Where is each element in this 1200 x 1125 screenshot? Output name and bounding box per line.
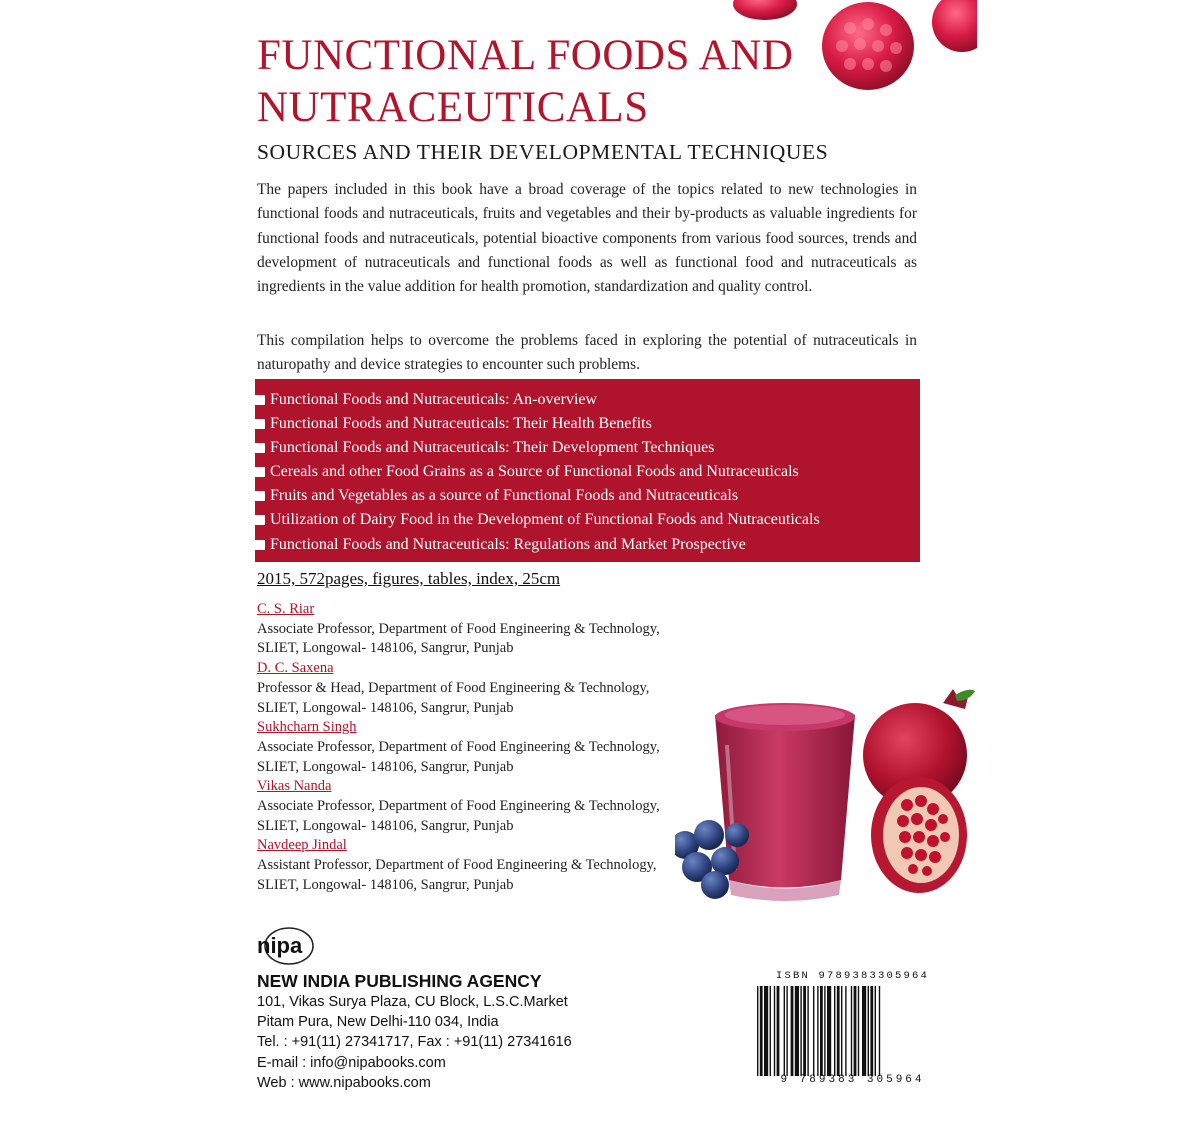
topic-label: Functional Foods and Nutraceuticals: Their Health Benefits [270, 415, 652, 433]
author-position: Associate Professor, Department of Food Engineering & Technology, [257, 738, 660, 755]
barcode-bar [879, 986, 880, 1076]
topic-item [255, 533, 920, 557]
topic-item [255, 484, 920, 508]
barcode-bar [824, 986, 825, 1076]
barcode-bar [813, 986, 814, 1076]
topic-item [255, 412, 920, 436]
barcode-bar [800, 986, 801, 1076]
author-name: Navdeep Jindal [257, 837, 347, 854]
author-name: D. C. Saxena [257, 660, 334, 677]
isbn-label: ISBN 9789383305964 [775, 970, 930, 982]
barcode-bar [862, 986, 866, 1076]
bullet-square-icon [255, 540, 265, 550]
barcode-digits: 9 789383 305964 [780, 1074, 925, 1086]
publisher-name: NEW INDIA PUBLISHING AGENCY [257, 971, 542, 991]
publication-info: 2015, 572pages, figures, tables, index, 25cm [257, 569, 561, 588]
topic-item [255, 388, 920, 412]
publisher-address: Pitam Pura, New Delhi-110 034, India [257, 1014, 499, 1031]
barcode-bar [870, 986, 873, 1076]
logo-text: nipa [257, 933, 303, 958]
barcode-bar [774, 986, 775, 1076]
author-position: Assistant Professor, Department of Food Engineering & Technology, [257, 857, 657, 874]
barcode-bar [868, 986, 869, 1076]
barcode-bar [807, 986, 808, 1076]
back-cover [225, 0, 977, 1125]
barcode-bar [845, 986, 846, 1076]
author-address: SLIET, Longowal- 148106, Sangrur, Punjab [257, 817, 514, 834]
description-paragraph: This compilation helps to overcome the problems faced in exploring the potential of nutraceuticals in naturopathy and device strategies to encounter such problems. [257, 332, 917, 374]
author-address: SLIET, Longowal- 148106, Sangrur, Punjab [257, 876, 514, 893]
book-subtitle: SOURCES AND THEIR DEVELOPMENTAL TECHNIQUES [257, 140, 829, 164]
publisher-email: E-mail : info@nipabooks.com [257, 1054, 446, 1071]
topic-item [255, 460, 920, 484]
barcode-bar [837, 986, 840, 1076]
barcode-bar [817, 986, 818, 1076]
topic-label: Functional Foods and Nutraceuticals: Their Development Techniques [270, 439, 715, 457]
author-entry [257, 600, 757, 659]
topic-label: Functional Foods and Nutraceuticals: An-overview [270, 391, 598, 408]
publisher-web: Web : www.nipabooks.com [257, 1074, 431, 1091]
topic-label: Functional Foods and Nutraceuticals: Regulations and Market Prospective [270, 535, 746, 553]
barcode-bar [827, 986, 831, 1076]
publisher-phone: Tel. : +91(11) 27341717, Fax : +91(11) 27341616 [257, 1034, 572, 1051]
barcode-bar [854, 986, 857, 1076]
barcode-bar [757, 986, 758, 1076]
barcode-bar [777, 986, 780, 1076]
author-position: Professor & Head, Department of Food Engineering & Technology, [257, 679, 650, 696]
author-name: Vikas Nanda [257, 778, 332, 795]
bullet-square-icon [255, 491, 265, 501]
book-title: FUNCTIONAL FOODS AND NUTRACEUTICALS [257, 32, 794, 131]
description-paragraph: The papers included in this book have a broad coverage of the topics related to new technologies in functional foods and nutraceuticals, fruits and vegetables and their by-products as valuable ingredients for functional foods and nutraceuticals, potential bioactive components from various food sources, trends and development of nutraceuticals and functional foods as well as functional food and nutraceuticals as ingredients in the value addition for health promotion, standardization and quality control. [257, 181, 917, 296]
publisher-logo [253, 926, 315, 966]
barcode-bar [851, 986, 852, 1076]
topics-list [255, 379, 920, 557]
barcode-bar [760, 986, 763, 1076]
author-position: Associate Professor, Department of Food Engineering & Technology, [257, 798, 660, 815]
barcode-bar [795, 986, 799, 1076]
bullet-square-icon [255, 395, 265, 405]
bullet-square-icon [255, 443, 265, 453]
barcode-bar [764, 986, 768, 1076]
barcode-bars [757, 986, 947, 1076]
barcode-bar [786, 986, 787, 1076]
isbn-barcode [755, 970, 950, 1090]
smoothie-image [675, 685, 977, 910]
barcode-bar [820, 986, 823, 1076]
barcode-bar [791, 986, 794, 1076]
topics-box [255, 379, 920, 562]
barcode-bar [803, 986, 806, 1076]
publisher-block [257, 970, 572, 1093]
author-name: C. S. Riar [257, 601, 315, 617]
author-position: Associate Professor, Department of Food Engineering & Technology, [257, 620, 660, 637]
publisher-address: 101, Vikas Surya Plaza, CU Block, L.S.C.Market [257, 994, 568, 1010]
author-address: SLIET, Longowal- 148106, Sangrur, Punjab [257, 699, 514, 716]
barcode-bar [834, 986, 835, 1076]
author-address: SLIET, Longowal- 148106, Sangrur, Punjab [257, 640, 514, 657]
bullet-square-icon [255, 467, 265, 477]
barcode-bar [784, 986, 785, 1076]
topic-label: Cereals and other Food Grains as a Source of Functional Foods and Nutraceuticals [270, 463, 799, 481]
bullet-square-icon [255, 419, 265, 429]
barcode-bar [841, 986, 842, 1076]
topic-item [255, 508, 920, 532]
author-name: Sukhcharn Singh [257, 719, 357, 736]
author-address: SLIET, Longowal- 148106, Sangrur, Punjab [257, 758, 514, 775]
bullet-square-icon [255, 515, 265, 525]
topic-label: Utilization of Dairy Food in the Development of Functional Foods and Nutraceuticals [270, 511, 820, 529]
barcode-bar [875, 986, 876, 1076]
topic-label: Fruits and Vegetables as a source of Functional Foods and Nutraceuticals [270, 487, 739, 505]
topic-item [255, 436, 920, 460]
barcode-bar [770, 986, 771, 1076]
barcode-bar [858, 986, 859, 1076]
